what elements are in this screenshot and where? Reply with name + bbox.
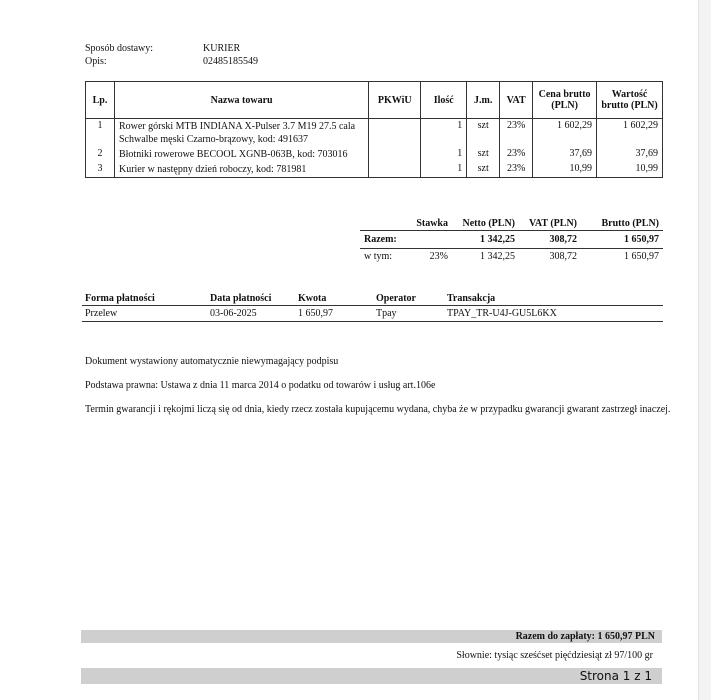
summary-rate-label: w tym: xyxy=(364,251,393,262)
item-pkwiu xyxy=(369,162,421,178)
delivery-method-value: KURIER xyxy=(203,43,241,54)
payment-header-form: Forma płatności xyxy=(82,292,207,306)
payment-amount: 1 650,97 xyxy=(295,306,373,322)
delivery-desc-value: 02485185549 xyxy=(203,56,258,67)
delivery-desc-label: Opis: xyxy=(85,56,107,67)
summary-total-vat: 308,72 xyxy=(519,231,581,249)
note-warranty: Termin gwarancji i rękojmi liczą się od dnia, kiedy rzecz została kupującemu wydana, chyba że w przypadku gwarancji gwarant zastrzegł inaczej. xyxy=(85,404,671,415)
summary-header-rate: Stawka xyxy=(416,218,448,229)
item-qty: 1 xyxy=(421,162,467,178)
table-row xyxy=(86,162,663,178)
table-row xyxy=(86,119,663,148)
summary-rate-net: 1 342,25 xyxy=(480,251,515,262)
col-header-pkwiu: PKWiU xyxy=(369,82,421,119)
summary-total-row xyxy=(360,231,663,249)
item-vat: 23% xyxy=(500,162,533,178)
note-legal-basis: Podstawa prawna: Ustawa z dnia 11 marca 2014 o podatku od towarów i usług art.106e xyxy=(85,380,436,391)
summary-total-rate xyxy=(404,231,452,249)
payment-date: 03-06-2025 xyxy=(207,306,295,322)
items-header-row xyxy=(86,82,663,119)
item-qty: 1 xyxy=(421,147,467,162)
page-edge xyxy=(698,0,711,700)
summary-header-spacer xyxy=(360,218,404,231)
item-qty: 1 xyxy=(421,119,467,148)
summary-header-row xyxy=(360,218,663,231)
page-number-bar: Strona 1 z 1 xyxy=(81,668,662,684)
item-name: Błotniki rowerowe BECOOL XGNB-063B, kod: 703016 xyxy=(114,147,368,162)
delivery-desc-row xyxy=(85,55,258,68)
payment-header-operator: Operator xyxy=(373,292,444,306)
table-row xyxy=(82,306,663,322)
summary-total-net: 1 342,25 xyxy=(452,231,519,249)
item-name: Kurier w następny dzień roboczy, kod: 781981 xyxy=(114,162,368,178)
item-name: Rower górski MTB INDIANA X-Pulser 3.7 M19 27.5 cala Schwalbe męski Czarno-brązowy, kod: 491637 xyxy=(114,119,368,148)
col-header-unit: J.m. xyxy=(467,82,500,119)
vat-summary-table xyxy=(360,218,663,264)
summary-header-net: Netto (PLN) xyxy=(462,218,515,229)
note-auto-document: Dokument wystawiony automatycznie niewymagający podpisu xyxy=(85,356,339,367)
col-header-value: Wartość brutto (PLN) xyxy=(597,82,663,119)
item-lp: 3 xyxy=(86,162,115,178)
delivery-method-label: Sposób dostawy: xyxy=(85,43,154,54)
item-lp: 1 xyxy=(86,119,115,148)
item-pkwiu xyxy=(369,147,421,162)
summary-rate-vat: 308,72 xyxy=(549,251,577,262)
delivery-method-row xyxy=(85,42,258,55)
col-header-name: Nazwa towaru xyxy=(114,82,368,119)
payment-transaction: TPAY_TR-U4J-GU5L6KX xyxy=(444,306,663,322)
col-header-qty: Ilość xyxy=(421,82,467,119)
delivery-info xyxy=(85,42,258,68)
payments-header-row xyxy=(82,292,663,306)
table-row xyxy=(86,147,663,162)
item-unit: szt xyxy=(467,162,500,178)
item-pkwiu xyxy=(369,119,421,148)
items-table xyxy=(85,81,663,178)
summary-rate-value: 23% xyxy=(429,251,448,262)
summary-rate-row xyxy=(360,249,663,265)
total-due-bar: Razem do zapłaty: 1 650,97 PLN xyxy=(81,630,662,643)
summary-rate-gross: 1 650,97 xyxy=(624,251,659,262)
payment-header-transaction: Transakcja xyxy=(444,292,663,306)
col-header-vat: VAT xyxy=(500,82,533,119)
amount-in-words: Słownie: tysiąc sześćset pięćdziesiąt zł 97/100 gr xyxy=(456,650,653,661)
payment-header-date: Data płatności xyxy=(207,292,295,306)
payments-table xyxy=(82,292,663,322)
notes-section xyxy=(85,355,675,427)
item-value: 10,99 xyxy=(597,162,663,178)
item-value: 37,69 xyxy=(597,147,663,162)
summary-total-label: Razem: xyxy=(360,231,404,249)
payment-header-amount: Kwota xyxy=(295,292,373,306)
summary-header-vat: VAT (PLN) xyxy=(528,218,577,229)
item-price: 10,99 xyxy=(533,162,597,178)
item-vat: 23% xyxy=(500,119,533,148)
summary-header-gross: Brutto (PLN) xyxy=(601,218,659,229)
item-lp: 2 xyxy=(86,147,115,162)
item-value: 1 602,29 xyxy=(597,119,663,148)
item-price: 37,69 xyxy=(533,147,597,162)
item-price: 1 602,29 xyxy=(533,119,597,148)
item-vat: 23% xyxy=(500,147,533,162)
summary-total-gross: 1 650,97 xyxy=(581,231,663,249)
item-unit: szt xyxy=(467,119,500,148)
col-header-price: Cena brutto (PLN) xyxy=(533,82,597,119)
col-header-lp: Lp. xyxy=(86,82,115,119)
item-unit: szt xyxy=(467,147,500,162)
payment-form: Przelew xyxy=(82,306,207,322)
payment-operator: Tpay xyxy=(373,306,444,322)
